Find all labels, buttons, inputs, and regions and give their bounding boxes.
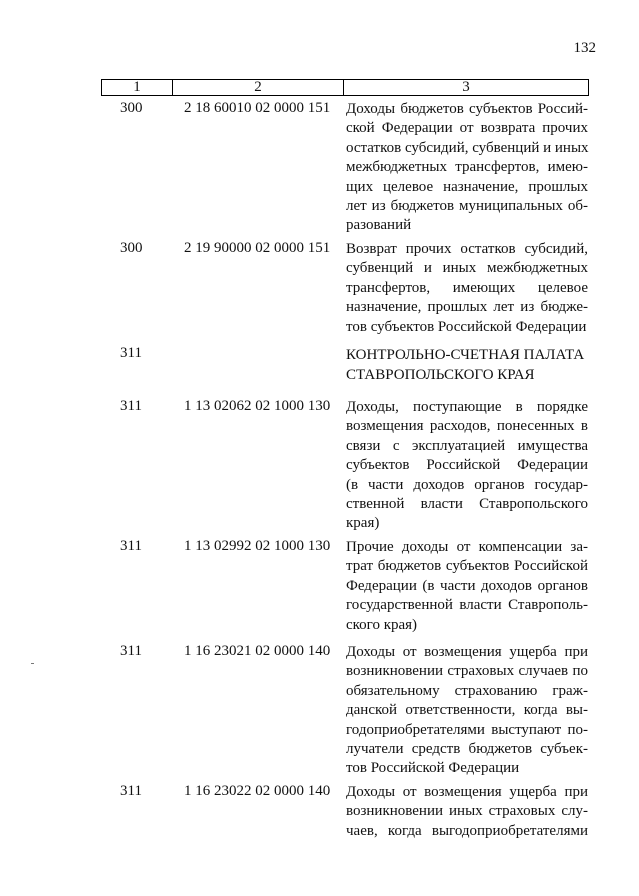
admin-code: 311 (120, 783, 142, 799)
description-line: тов субъектов Российской Федерации (346, 318, 587, 335)
income-description (346, 100, 588, 236)
description-line: лучатели средств бюджетов субъек- (346, 741, 588, 758)
budget-classification-code: 1 16 23021 02 0000 140 (184, 643, 331, 659)
description-line: Доходы, поступающие в порядке (346, 399, 588, 415)
description-line: назначение, прошлых лет из бюдже- (346, 299, 588, 316)
description-line: щих целевое назначение, прошлых (346, 178, 588, 195)
header-col-1: 1 (102, 80, 173, 95)
description-line: ской Федерации от возврата прочих (346, 120, 588, 137)
section-heading (346, 345, 588, 385)
description-line: (в части доходов органов государ- (346, 476, 588, 493)
description-line: межбюджетных трансфертов, имею- (346, 159, 588, 176)
header-col-3: 3 (462, 79, 470, 95)
description-line: возникновении иных страховых слу- (346, 803, 588, 820)
description-line: чаев, когда выгодоприобретателями (346, 822, 588, 839)
description-line: Доходы от возмещения ущерба при (346, 644, 588, 660)
description-line: лет из бюджетов муниципальных об- (346, 198, 588, 215)
budget-classification-code: 2 19 90000 02 0000 151 (184, 240, 331, 256)
description-line: субвенций и иных межбюджетных (346, 260, 588, 277)
admin-code: 300 (120, 100, 143, 116)
admin-code: 311 (120, 643, 142, 659)
page-number: 132 (573, 40, 596, 56)
budget-classification-code: 1 13 02992 02 1000 130 (184, 538, 331, 554)
admin-code: 300 (120, 240, 143, 256)
income-description (346, 240, 588, 337)
description-line: связи с эксплуатацией имущества (346, 437, 588, 454)
description-line: остатков субсидий, субвенций и иных (346, 139, 589, 156)
description-line: Возврат прочих остатков субсидий, (346, 241, 588, 257)
income-description (346, 398, 588, 534)
description-line: возникновении страховых случаев по (346, 663, 588, 680)
description-line: Федерации (в части доходов органов (346, 577, 588, 594)
description-line: КОНТРОЛЬНО-СЧЕТНАЯ ПАЛАТА (346, 347, 585, 363)
budget-classification-code: 2 18 60010 02 0000 151 (184, 100, 331, 116)
description-line: субъектов Российской Федерации (346, 457, 588, 474)
admin-code: 311 (120, 345, 142, 361)
description-line: трансфертов, имеющих целевое (346, 279, 588, 296)
description-line: ственной власти Ставропольского (346, 496, 588, 513)
table-header (101, 79, 589, 96)
description-line: СТАВРОПОЛЬСКОГО КРАЯ (346, 367, 535, 383)
description-line: государственной власти Ставрополь- (346, 597, 588, 614)
description-line: края) (346, 515, 380, 532)
description-line: Прочие доходы от компенсации за- (346, 539, 588, 555)
description-line: данской ответственности, когда вы- (346, 702, 588, 719)
description-line: трат бюджетов субъектов Российской (346, 558, 588, 575)
budget-classification-code: 1 16 23022 02 0000 140 (184, 783, 331, 799)
scan-speck (31, 663, 34, 664)
description-line: Доходы бюджетов субъектов Россий- (346, 101, 588, 117)
description-line: обязательному страхованию граж- (346, 682, 588, 699)
description-line: ского края) (346, 616, 418, 633)
description-line: тов Российской Федерации (346, 760, 520, 777)
income-description (346, 538, 588, 635)
budget-classification-code: 1 13 02062 02 1000 130 (184, 398, 331, 414)
admin-code: 311 (120, 538, 142, 554)
admin-code: 311 (120, 398, 142, 414)
description-line: возмещения расходов, понесенных в (346, 418, 588, 435)
income-description (346, 643, 588, 779)
description-line: Доходы от возмещения ущерба при (346, 784, 588, 800)
description-line: годоприобретателями выступают по- (346, 721, 588, 738)
income-description (346, 783, 588, 841)
header-col-2: 2 (173, 80, 344, 95)
description-line: разований (346, 217, 412, 234)
